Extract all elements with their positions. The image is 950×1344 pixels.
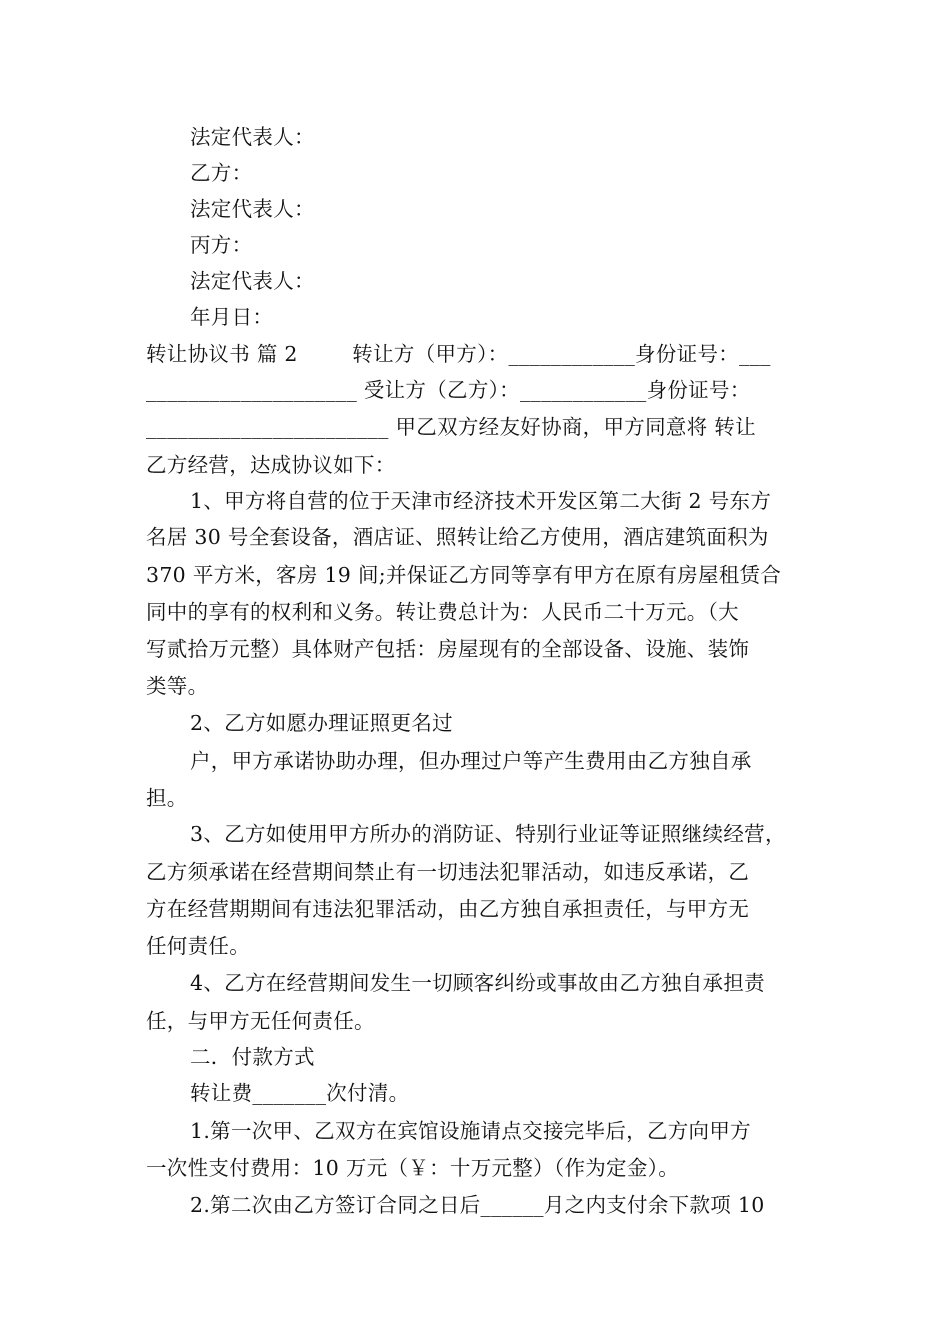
party-a-representative-label: 法定代表人：	[190, 125, 315, 149]
clause-2-line: 2、乙方如愿办理证照更名过	[190, 711, 453, 735]
party-c-label: 丙方：	[190, 233, 253, 257]
agreement-header-line: ____________________ 受让方（乙方）：____________身份证号：	[146, 378, 751, 402]
party-c-representative-label: 法定代表人：	[190, 269, 315, 293]
clause-1-line: 类等。	[146, 674, 209, 698]
clause-2-line: 担。	[146, 786, 188, 810]
payment-1-line: 1.第一次甲、乙双方在宾馆设施请点交接完毕后，乙方向甲方	[190, 1119, 751, 1143]
clause-1-line: 写贰拾万元整）具体财产包括：房屋现有的全部设备、设施、装饰	[146, 637, 750, 661]
section-heading: 二．付款方式	[190, 1045, 315, 1069]
clause-4-line: 任，与甲方无任何责任。	[146, 1009, 375, 1033]
clause-3-line: 方在经营期期间有违法犯罪活动，由乙方独自承担责任，与甲方无	[146, 897, 750, 921]
clause-3-line: 3、乙方如使用甲方所办的消防证、特别行业证等证照继续经营，	[190, 822, 786, 846]
clause-2-line: 户，甲方承诺协助办理，但办理过户等产生费用由乙方独自承	[190, 749, 752, 773]
fee-installment-line: 转让费_______次付清。	[190, 1081, 410, 1105]
agreement-header-line: 转让协议书 篇 2 转让方（甲方）：____________身份证号：___	[146, 342, 771, 366]
clause-1-line: 同中的享有的权利和义务。转让费总计为：人民币二十万元。（大	[146, 600, 739, 624]
date-label: 年月日：	[190, 305, 274, 329]
clause-4-line: 4、乙方在经营期间发生一切顾客纠纷或事故由乙方独自承担责	[190, 971, 765, 995]
clause-1-line: 1、甲方将自营的位于天津市经济技术开发区第二大街 2 号东方	[190, 489, 772, 513]
agreement-header-line: _______________________ 甲乙双方经友好协商，甲方同意将 转让	[146, 415, 756, 439]
clause-1-line: 370 平方米，客房 19 间;并保证乙方同等享有甲方在原有房屋租赁合	[146, 563, 782, 587]
payment-1-line: 一次性支付费用：10 万元（￥：十万元整）（作为定金）。	[146, 1156, 679, 1180]
party-b-representative-label: 法定代表人：	[190, 197, 315, 221]
payment-2-line: 2.第二次由乙方签订合同之日后______月之内支付余下款项 10	[190, 1193, 765, 1217]
clause-3-line: 乙方须承诺在经营期间禁止有一切违法犯罪活动，如违反承诺，乙	[146, 860, 750, 884]
clause-1-line: 名居 30 号全套设备，酒店证、照转让给乙方使用，酒店建筑面积为	[146, 525, 769, 549]
party-b-label: 乙方：	[190, 161, 253, 185]
clause-3-line: 任何责任。	[146, 934, 250, 958]
agreement-header-line: 乙方经营，达成协议如下：	[146, 453, 396, 477]
